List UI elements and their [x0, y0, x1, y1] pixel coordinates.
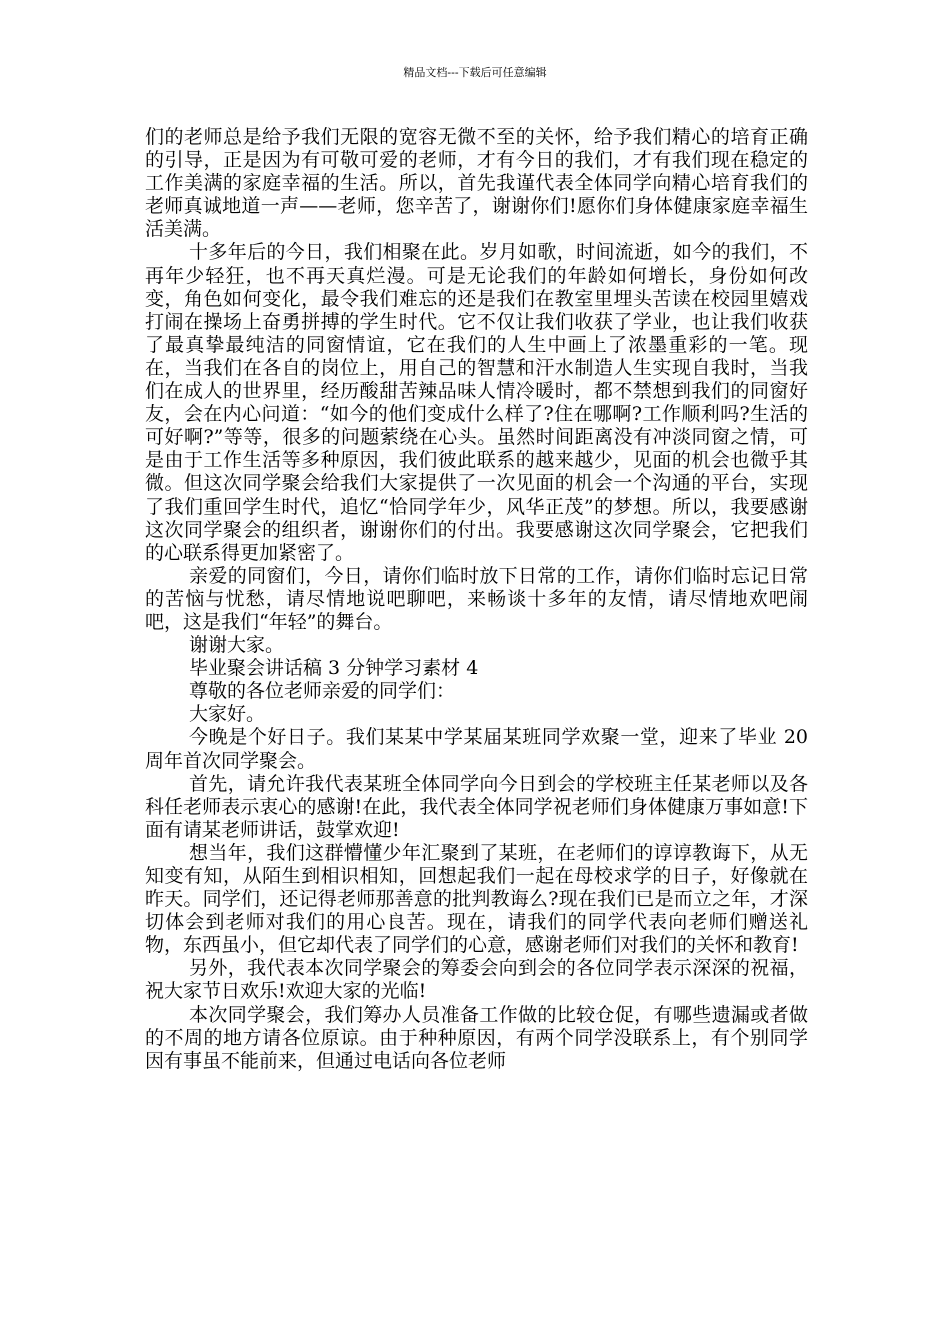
paragraph: 本次同学聚会，我们筹办人员准备工作做的比较仓促，有哪些遗漏或者做的不周的地方请各位原谅。由于种种原因，有两个同学没联系上，有个别同学因有事虽不能前来，但通过电话向各位老师	[145, 1003, 808, 1072]
paragraph: 尊敬的各位老师亲爱的同学们：	[189, 680, 456, 703]
paragraph: 十多年后的今日，我们相聚在此。岁月如歌，时间流逝，如今的我们，不再年少轻狂，也不再天真烂漫。可是无论我们的年龄如何增长，身份如何改变，角色如何变化，最令我们难忘的还是我们在教室里埋头苦读在校园里嬉戏打闹在操场上奋勇拼搏的学生时代。它不仅让我们收获了学业，也让我们收获了最真挚最纯洁的同窗情谊，它在我们的人生中画上了浓墨重彩的一笔。现在，当我们在各自的岗位上，用自己的智慧和汗水制造人生实现自我时，当我们在成人的世界里，经历酸甜苦辣品味人情冷暖时，都不禁想到我们的同窗好友，会在内心问道：“如今的他们变成什么样了?住在哪啊?工作顺利吗?生活的可好啊?”等等，很多的问题萦绕在心头。虽然时间距离没有冲淡同窗之情，可是由于工作生活等多种原因，我们彼此联系的越来越少，见面的机会也微乎其微。但这次同学聚会给我们大家提供了一次见面的机会一个沟通的平台，实现了我们重回学生时代，追忆“恰同学年少，风华正茂”的梦想。所以，我要感谢这次同学聚会的组织者，谢谢你们的付出。我要感谢这次同学聚会，它把我们的心联系得更加紧密了。	[145, 241, 808, 564]
paragraph: 另外，我代表本次同学聚会的筹委会向到会的各位同学表示深深的祝福，祝大家节日欢乐!欢迎大家的光临!	[145, 957, 808, 1003]
paragraph: 亲爱的同窗们，今日，请你们临时放下日常的工作，请你们临时忘记日常的苦恼与忧愁，请尽情地说吧聊吧，来畅谈十多年的友情，请尽情地欢吧闹吧，这是我们“年轻”的舞台。	[145, 564, 808, 633]
paragraph: 大家好。	[189, 703, 266, 726]
paragraph: 们的老师总是给予我们无限的宽容无微不至的关怀，给予我们精心的培育正确的引导，正是因为有可敬可爱的老师，才有今日的我们，才有我们现在稳定的工作美满的家庭幸福的生活。所以，首先我谨代表全体同学向精心培育我们的老师真诚地道一声——老师，您辛苦了，谢谢你们!愿你们身体健康家庭幸福生活美满。	[145, 126, 808, 241]
paragraph: 谢谢大家。	[189, 634, 285, 657]
document-header: 精品文档---下载后可任意编辑	[403, 66, 547, 79]
paragraph: 首先，请允许我代表某班全体同学向今日到会的学校班主任某老师以及各科任老师表示衷心的感谢!在此，我代表全体同学祝老师们身体健康万事如意!下面有请某老师讲话，鼓掌欢迎!	[145, 772, 808, 841]
document-body	[145, 126, 808, 1073]
section-heading: 毕业聚会讲话稿 3 分钟学习素材 4	[189, 657, 479, 680]
paragraph: 今晚是个好日子。我们某某中学某届某班同学欢聚一堂，迎来了毕业 20 周年首次同学聚会。	[145, 726, 808, 772]
paragraph: 想当年，我们这群懵懂少年汇聚到了某班，在老师们的谆谆教诲下，从无知变有知，从陌生到相识相知，回想起我们一起在母校求学的日子，好像就在昨天。同学们，还记得老师那善意的批判教诲么?现在我们已是而立之年，才深切体会到老师对我们的用心良苦。现在，请我们的同学代表向老师们赠送礼物，东西虽小，但它却代表了同学们的心意，感谢老师们对我们的关怀和教育!	[145, 841, 808, 957]
